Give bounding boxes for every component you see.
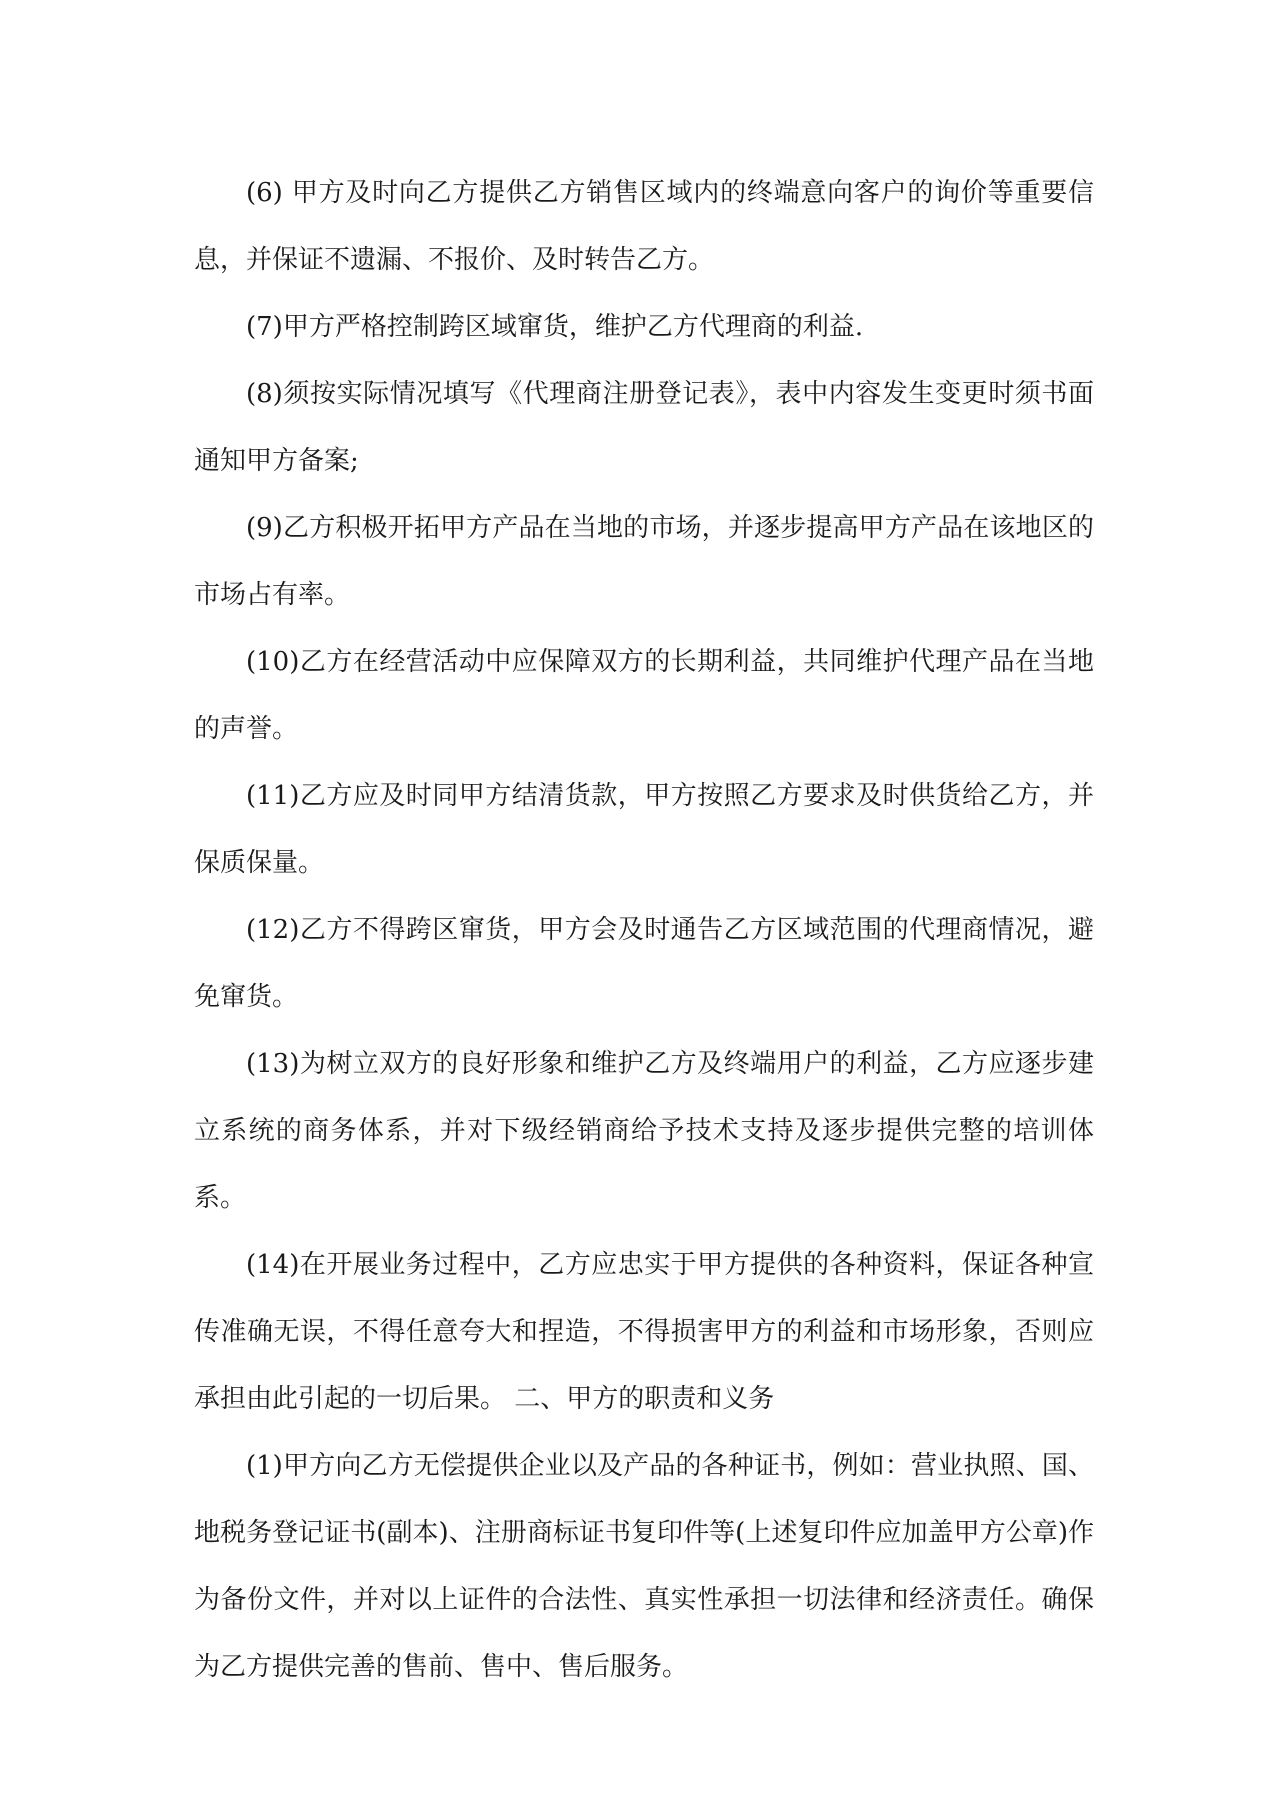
paragraph-14: (14)在开展业务过程中，乙方应忠实于甲方提供的各种资料，保证各种宣传准确无误，不得任意夸大和捏造，不得损害甲方的利益和市场形象，否则应承担由此引起的一切后果。 二、甲方的职责和义务	[194, 1250, 1094, 1414]
paragraph-12: (12)乙方不得跨区窜货，甲方会及时通告乙方区域范围的代理商情况，避免窜货。	[194, 915, 1094, 1012]
paragraph-7: (7)甲方严格控制跨区域窜货，维护乙方代理商的利益.	[246, 312, 864, 342]
paragraph-8: (8)须按实际情况填写《代理商注册登记表》，表中内容发生变更时须书面通知甲方备案;	[194, 379, 1094, 476]
paragraph-party-a-1: (1)甲方向乙方无偿提供企业以及产品的各种证书，例如：营业执照、国、地税务登记证书(副本)、注册商标证书复印件等(上述复印件应加盖甲方公章)作为备份文件，并对以上证件的合法性、真实性承担一切法律和经济责任。确保为乙方提供完善的售前、售中、售后服务。	[194, 1451, 1094, 1682]
paragraph-10: (10)乙方在经营活动中应保障双方的长期利益，共同维护代理产品在当地的声誉。	[194, 647, 1094, 744]
paragraph-6: (6) 甲方及时向乙方提供乙方销售区域内的终端意向客户的询价等重要信息，并保证不遗漏、不报价、及时转告乙方。	[194, 178, 1094, 275]
paragraph-13: (13)为树立双方的良好形象和维护乙方及终端用户的利益，乙方应逐步建立系统的商务体系，并对下级经销商给予技术支持及逐步提供完整的培训体系。	[194, 1049, 1094, 1213]
paragraph-9: (9)乙方积极开拓甲方产品在当地的市场，并逐步提高甲方产品在该地区的市场占有率。	[194, 513, 1094, 610]
document-body	[194, 160, 1094, 1701]
paragraph-11: (11)乙方应及时同甲方结清货款，甲方按照乙方要求及时供货给乙方，并保质保量。	[194, 781, 1094, 878]
